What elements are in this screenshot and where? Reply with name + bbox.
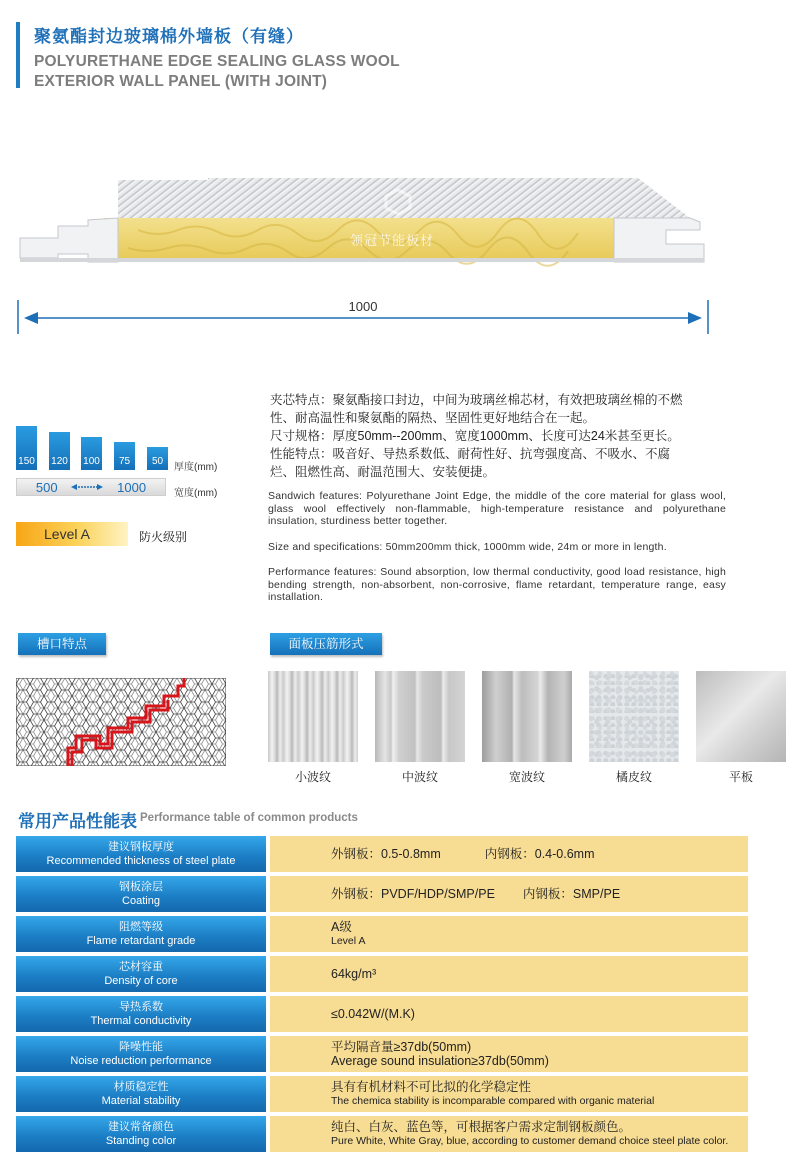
row-value-a: A级: [331, 920, 352, 934]
panel-illustration: [18, 150, 708, 280]
table-row-value: [270, 1116, 748, 1152]
description-cn: [270, 391, 728, 481]
row-value-b: 内钢板：SMP/PE: [522, 887, 621, 901]
row-label-en: Standing color: [105, 1135, 177, 1147]
row-value-b: 内钢板：0.4-0.6mm: [484, 847, 595, 861]
fire-level-badge: Level A: [16, 522, 128, 546]
row-label-en: Flame retardant grade: [86, 935, 196, 947]
table-row-label: [16, 876, 266, 912]
swatch-label: 中波纹: [401, 770, 438, 784]
table-row-label: [16, 1116, 266, 1152]
row-label-en: Recommended thickness of steel plate: [46, 855, 236, 867]
swatch-small-wave: [268, 671, 358, 762]
row-label-cn: 材质稳定性: [113, 1081, 169, 1093]
row-value-a: 外钢板：PVDF/HDP/SMP/PE: [331, 887, 495, 901]
desc-cn-line: 尺寸规格：厚度50mm--200mm、宽度1000mm、长度可达24米甚至更长。: [270, 429, 680, 443]
thickness-label: 厚度(mm): [174, 462, 218, 473]
thickness-bar: 120: [49, 432, 70, 470]
row-label-cn: 阻燃等级: [119, 921, 163, 933]
row-value-a: 纯白、白灰、蓝色等，可根据客户需求定制钢板颜色。: [331, 1120, 632, 1134]
swatch-medium-wave: [375, 671, 465, 762]
row-value-b: The chemica stability is incomparable compared with organic material: [331, 1095, 655, 1107]
table-row-value: [270, 1076, 748, 1112]
row-value-a: ≤0.042W/(M.K): [331, 1007, 415, 1021]
table-row-label: [16, 916, 266, 952]
table-title-en: Performance table of common products: [140, 812, 358, 824]
row-value-a: 平均隔音量≥37db(50mm): [331, 1040, 472, 1054]
watermark-text: 领冠节能板材: [350, 233, 435, 248]
thickness-bar: 150: [16, 426, 37, 470]
title-en-line1: POLYURETHANE EDGE SEALING GLASS WOOL: [34, 53, 400, 70]
table-row-value: [270, 996, 748, 1032]
row-value-b: Average sound insulation≥37db(50mm): [331, 1054, 549, 1068]
panel-right-joint: [614, 218, 704, 262]
desc-cn-line: 性、耐高温性和聚氨酯的隔热、坚固性更好地结合在一起。: [270, 411, 596, 425]
table-row-label: [16, 836, 266, 872]
table-title-cn: 常用产品性能表: [18, 812, 137, 831]
swatch-label: 平板: [728, 770, 753, 784]
description-en-sandwich: Sandwich features: Polyurethane Joint Edge, the middle of the core material for glass wool, glass wool effectively non-flammable, high-temperature resistance and polyurethane insulation, sturdiness better together.: [268, 490, 726, 527]
row-label-cn: 芯材容重: [119, 961, 163, 973]
table-row-value: [270, 956, 748, 992]
swatch-orange-peel: [589, 671, 679, 762]
pattern-section-tag: 面板压筋形式: [270, 633, 382, 655]
width-label: 宽度(mm): [174, 488, 218, 499]
thickness-bar: 75: [114, 442, 135, 470]
table-row-label: [16, 1076, 266, 1112]
swatch-flat: [696, 671, 786, 762]
thickness-bar: 100: [81, 437, 102, 470]
page-title-cn: 聚氨酯封边玻璃棉外墙板（有缝）: [34, 27, 304, 46]
thickness-bar: 50: [147, 447, 168, 470]
table-row-value: [270, 876, 748, 912]
row-label-en: Thermal conductivity: [90, 1015, 192, 1027]
row-label-cn: 钢板涂层: [119, 881, 163, 893]
table-row-label: [16, 1036, 266, 1072]
row-value-a: 64kg/m³: [331, 967, 377, 981]
dimension-value: 1000: [348, 299, 378, 314]
width-range: [16, 478, 166, 496]
row-value-b: Pure White, White Gray, blue, according to customer demand choice steel plate color.: [331, 1135, 729, 1147]
table-row-label: [16, 956, 266, 992]
panel-left-joint: [20, 218, 118, 262]
desc-cn-line: 性能特点：吸音好、导热系数低、耐荷性好、抗弯强度高、不吸水、不腐: [270, 447, 671, 461]
title-accent-bar: [16, 22, 20, 88]
swatch-label: 小波纹: [294, 770, 331, 784]
groove-illustration: [16, 678, 226, 766]
row-label-cn: 导热系数: [119, 1001, 163, 1013]
row-label-cn: 建议常备颜色: [108, 1121, 174, 1133]
row-label-en: Noise reduction performance: [70, 1055, 212, 1067]
double-arrow-icon: [71, 483, 103, 491]
description-en-performance: Performance features: Sound absorption, low thermal conductivity, good load resistance, high bending strength, non-absorbent, non-corrosive, flame retardant, temperature range, easy installation.: [268, 566, 726, 603]
row-label-cn: 降噪性能: [119, 1041, 163, 1053]
table-row-value: [270, 1036, 748, 1072]
desc-cn-line: 夹芯特点：聚氨酯接口封边，中间为玻璃丝棉芯材，有效把玻璃丝棉的不燃: [270, 393, 683, 407]
row-value-a: 外钢板：0.5-0.8mm: [331, 847, 441, 861]
swatch-label: 宽波纹: [508, 770, 545, 784]
width-min: 500: [35, 479, 58, 495]
page-title-en: [34, 52, 400, 92]
row-label-en: Material stability: [101, 1095, 181, 1107]
swatch-wide-wave: [482, 671, 572, 762]
width-max: 1000: [117, 479, 147, 495]
table-row-value: [270, 916, 748, 952]
description-en-size: Size and specifications: 50mm200mm thick, 1000mm wide, 24m or more in length.: [268, 541, 667, 553]
table-row-value: [270, 836, 748, 872]
groove-section-tag: 槽口特点: [18, 633, 106, 655]
row-label-cn: 建议钢板厚度: [108, 841, 174, 853]
table-row-label: [16, 996, 266, 1032]
swatch-label: 橘皮纹: [615, 770, 652, 784]
row-value-b: Level A: [331, 935, 366, 947]
fire-level-label: 防火级别: [139, 530, 188, 544]
title-en-line2: EXTERIOR WALL PANEL (WITH JOINT): [34, 73, 328, 90]
row-label-en: Density of core: [104, 975, 178, 987]
row-label-en: Coating: [122, 895, 160, 907]
desc-cn-line: 烂、阻燃性高、耐温范围大、安装便捷。: [270, 465, 496, 479]
row-value-a: 具有有机材料不可比拟的化学稳定性: [331, 1080, 532, 1094]
